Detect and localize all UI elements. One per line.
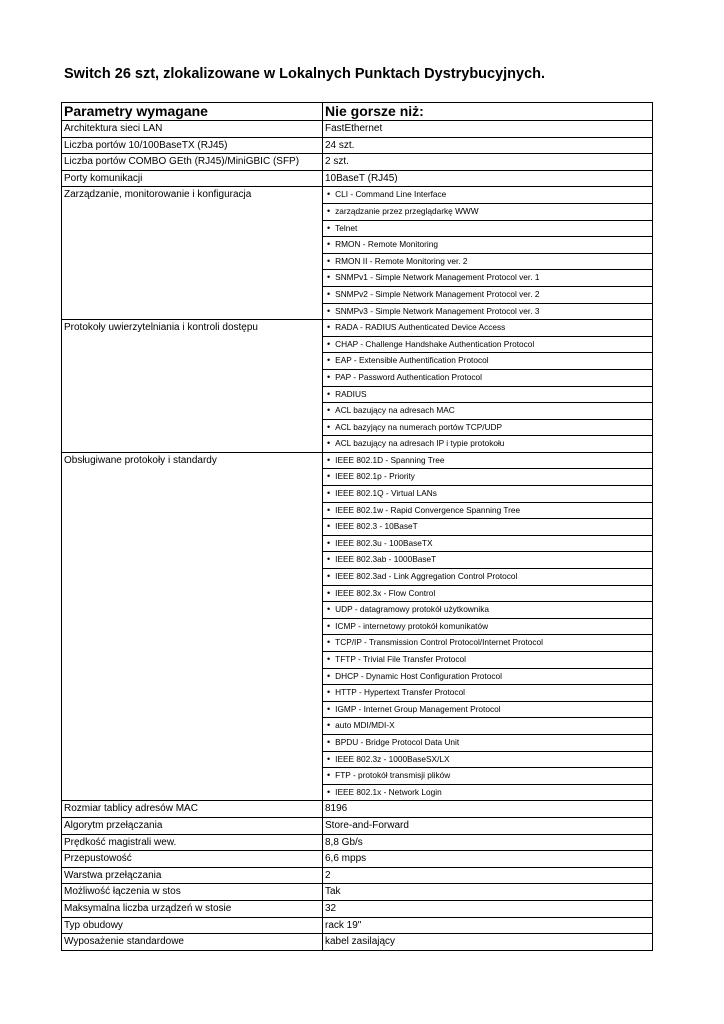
table-row [62, 419, 653, 436]
bullet-value-cell: • BPDU - Bridge Protocol Data Unit [323, 734, 653, 751]
bullet-value-cell: • FTP - protokół transmisji plików [323, 768, 653, 785]
param-cell-empty [62, 237, 323, 254]
value-cell: 2 [323, 867, 653, 884]
value-cell: 8196 [323, 801, 653, 818]
param-cell-empty [62, 519, 323, 536]
table-row [62, 668, 653, 685]
value-cell: Tak [323, 884, 653, 901]
param-cell-empty [62, 768, 323, 785]
table-row [62, 585, 653, 602]
param-cell: Typ obudowy [62, 917, 323, 934]
bullet-value-cell: • RMON - Remote Monitoring [323, 237, 653, 254]
table-row [62, 203, 653, 220]
param-cell-empty [62, 203, 323, 220]
param-cell: Maksymalna liczba urządzeń w stosie [62, 900, 323, 917]
bullet-value-cell: • RADA - RADIUS Authenticated Device Access [323, 320, 653, 337]
value-cell: 6,6 mpps [323, 851, 653, 868]
bullet-value-cell: • CHAP - Challenge Handshake Authentication Protocol [323, 336, 653, 353]
bullet-value-cell: • IEEE 802.1w - Rapid Convergence Spanning Tree [323, 502, 653, 519]
table-row [62, 685, 653, 702]
table-row [62, 900, 653, 917]
bullet-value-cell: • Telnet [323, 220, 653, 237]
table-row [62, 519, 653, 536]
bullet-value-cell: • CLI - Command Line Interface [323, 187, 653, 204]
value-cell: FastEthernet [323, 121, 653, 138]
bullet-value-cell: • SNMPv3 - Simple Network Management Protocol ver. 3 [323, 303, 653, 320]
table-row [62, 917, 653, 934]
table-row [62, 320, 653, 337]
param-cell: Przepustowość [62, 851, 323, 868]
table-row [62, 386, 653, 403]
param-cell-empty [62, 436, 323, 453]
param-cell-empty [62, 701, 323, 718]
param-cell-empty [62, 419, 323, 436]
bullet-value-cell: • RADIUS [323, 386, 653, 403]
param-cell: Porty komunikacji [62, 170, 323, 187]
bullet-value-cell: • IEEE 802.3x - Flow Control [323, 585, 653, 602]
param-cell: Zarządzanie, monitorowanie i konfiguracja [62, 187, 323, 204]
param-cell-empty [62, 486, 323, 503]
param-cell-empty [62, 652, 323, 669]
param-cell-empty [62, 535, 323, 552]
bullet-value-cell: • ACL bazujący na adresach MAC [323, 403, 653, 420]
table-row [62, 934, 653, 951]
param-cell: Algorytm przełączania [62, 817, 323, 834]
table-row [62, 220, 653, 237]
table-row [62, 187, 653, 204]
table-row [62, 452, 653, 469]
table-row [62, 718, 653, 735]
param-cell: Możliwość łączenia w stos [62, 884, 323, 901]
table-row [62, 502, 653, 519]
param-cell-empty [62, 718, 323, 735]
page-title: Switch 26 szt, zlokalizowane w Lokalnych Punktach Dystrybucyjnych. [64, 66, 546, 82]
table-row [62, 768, 653, 785]
table-row [62, 817, 653, 834]
bullet-value-cell: • DHCP - Dynamic Host Configuration Protocol [323, 668, 653, 685]
param-cell-empty [62, 386, 323, 403]
bullet-value-cell: • RMON II - Remote Monitoring ver. 2 [323, 253, 653, 270]
spec-table-body [62, 103, 653, 951]
table-row [62, 635, 653, 652]
table-row [62, 701, 653, 718]
bullet-value-cell: • ACL bazyjący na numerach portów TCP/UDP [323, 419, 653, 436]
table-header-row [62, 103, 653, 121]
table-row [62, 303, 653, 320]
bullet-value-cell: • IEEE 802.3 - 10BaseT [323, 519, 653, 536]
table-row [62, 436, 653, 453]
value-cell: 8,8 Gb/s [323, 834, 653, 851]
table-row [62, 336, 653, 353]
bullet-value-cell: • IEEE 802.3u - 100BaseTX [323, 535, 653, 552]
table-row [62, 403, 653, 420]
table-row [62, 618, 653, 635]
bullet-value-cell: • zarządzanie przez przeglądarkę WWW [323, 203, 653, 220]
param-cell: Protokoły uwierzytelniania i kontroli dostępu [62, 320, 323, 337]
value-cell: Store-and-Forward [323, 817, 653, 834]
param-cell-empty [62, 751, 323, 768]
param-cell-empty [62, 734, 323, 751]
param-cell-empty [62, 635, 323, 652]
param-cell: Wyposażenie standardowe [62, 934, 323, 951]
table-row [62, 353, 653, 370]
table-row [62, 834, 653, 851]
bullet-value-cell: • UDP - datagramowy protokół użytkownika [323, 602, 653, 619]
table-row [62, 237, 653, 254]
value-cell: 32 [323, 900, 653, 917]
bullet-value-cell: • EAP - Extensible Authentification Protocol [323, 353, 653, 370]
table-row [62, 851, 653, 868]
table-row [62, 602, 653, 619]
param-cell-empty [62, 353, 323, 370]
param-cell-empty [62, 685, 323, 702]
param-cell: Warstwa przełączania [62, 867, 323, 884]
bullet-value-cell: • IEEE 802.1D - Spanning Tree [323, 452, 653, 469]
bullet-value-cell: • IEEE 802.3ad - Link Aggregation Control Protocol [323, 569, 653, 586]
param-cell-empty [62, 552, 323, 569]
table-row [62, 121, 653, 138]
value-cell: 10BaseT (RJ45) [323, 170, 653, 187]
table-row [62, 253, 653, 270]
table-row [62, 867, 653, 884]
value-cell: kabel zasilający [323, 934, 653, 951]
table-row [62, 734, 653, 751]
table-row [62, 469, 653, 486]
param-cell-empty [62, 270, 323, 287]
bullet-value-cell: • PAP - Password Authentication Protocol [323, 369, 653, 386]
param-cell-empty [62, 220, 323, 237]
param-cell: Liczba portów COMBO GEth (RJ45)/MiniGBIC (SFP) [62, 154, 323, 171]
param-cell-empty [62, 668, 323, 685]
header-values: Nie gorsze niż: [323, 103, 653, 121]
param-cell-empty [62, 403, 323, 420]
bullet-value-cell: • IEEE 802.3ab - 1000BaseT [323, 552, 653, 569]
table-row [62, 270, 653, 287]
spec-table [61, 102, 653, 951]
bullet-value-cell: • IEEE 802.1Q - Virtual LANs [323, 486, 653, 503]
table-row [62, 154, 653, 171]
table-row [62, 369, 653, 386]
table-row [62, 652, 653, 669]
param-cell-empty [62, 585, 323, 602]
param-cell-empty [62, 618, 323, 635]
param-cell-empty [62, 469, 323, 486]
header-params: Parametry wymagane [62, 103, 323, 121]
table-row [62, 569, 653, 586]
param-cell-empty [62, 502, 323, 519]
param-cell-empty [62, 303, 323, 320]
table-row [62, 751, 653, 768]
table-row [62, 884, 653, 901]
bullet-value-cell: • SNMPv1 - Simple Network Management Protocol ver. 1 [323, 270, 653, 287]
table-row [62, 137, 653, 154]
table-row [62, 552, 653, 569]
param-cell-empty [62, 253, 323, 270]
table-row [62, 486, 653, 503]
value-cell: rack 19" [323, 917, 653, 934]
bullet-value-cell: • TFTP - Trivial File Transfer Protocol [323, 652, 653, 669]
table-row [62, 801, 653, 818]
param-cell-empty [62, 336, 323, 353]
bullet-value-cell: • SNMPv2 - Simple Network Management Protocol ver. 2 [323, 286, 653, 303]
param-cell-empty [62, 784, 323, 801]
bullet-value-cell: • IEEE 802.1x - Network Login [323, 784, 653, 801]
bullet-value-cell: • HTTP - Hypertext Transfer Protocol [323, 685, 653, 702]
bullet-value-cell: • IEEE 802.1p - Priority [323, 469, 653, 486]
bullet-value-cell: • IGMP - Internet Group Management Protocol [323, 701, 653, 718]
bullet-value-cell: • ACL bazujący na adresach IP i typie protokołu [323, 436, 653, 453]
table-row [62, 535, 653, 552]
bullet-value-cell: • ICMP - internetowy protokół komunikatów [323, 618, 653, 635]
value-cell: 24 szt. [323, 137, 653, 154]
param-cell: Liczba portów 10/100BaseTX (RJ45) [62, 137, 323, 154]
param-cell-empty [62, 369, 323, 386]
table-row [62, 784, 653, 801]
bullet-value-cell: • auto MDI/MDI-X [323, 718, 653, 735]
param-cell-empty [62, 602, 323, 619]
value-cell: 2 szt. [323, 154, 653, 171]
param-cell: Prędkość magistrali wew. [62, 834, 323, 851]
bullet-value-cell: • IEEE 802.3z - 1000BaseSX/LX [323, 751, 653, 768]
table-row [62, 170, 653, 187]
bullet-value-cell: • TCP/IP - Transmission Control Protocol/Internet Protocol [323, 635, 653, 652]
param-cell-empty [62, 569, 323, 586]
param-cell: Obsługiwane protokoły i standardy [62, 452, 323, 469]
param-cell: Architektura sieci LAN [62, 121, 323, 138]
table-row [62, 286, 653, 303]
param-cell-empty [62, 286, 323, 303]
param-cell: Rozmiar tablicy adresów MAC [62, 801, 323, 818]
